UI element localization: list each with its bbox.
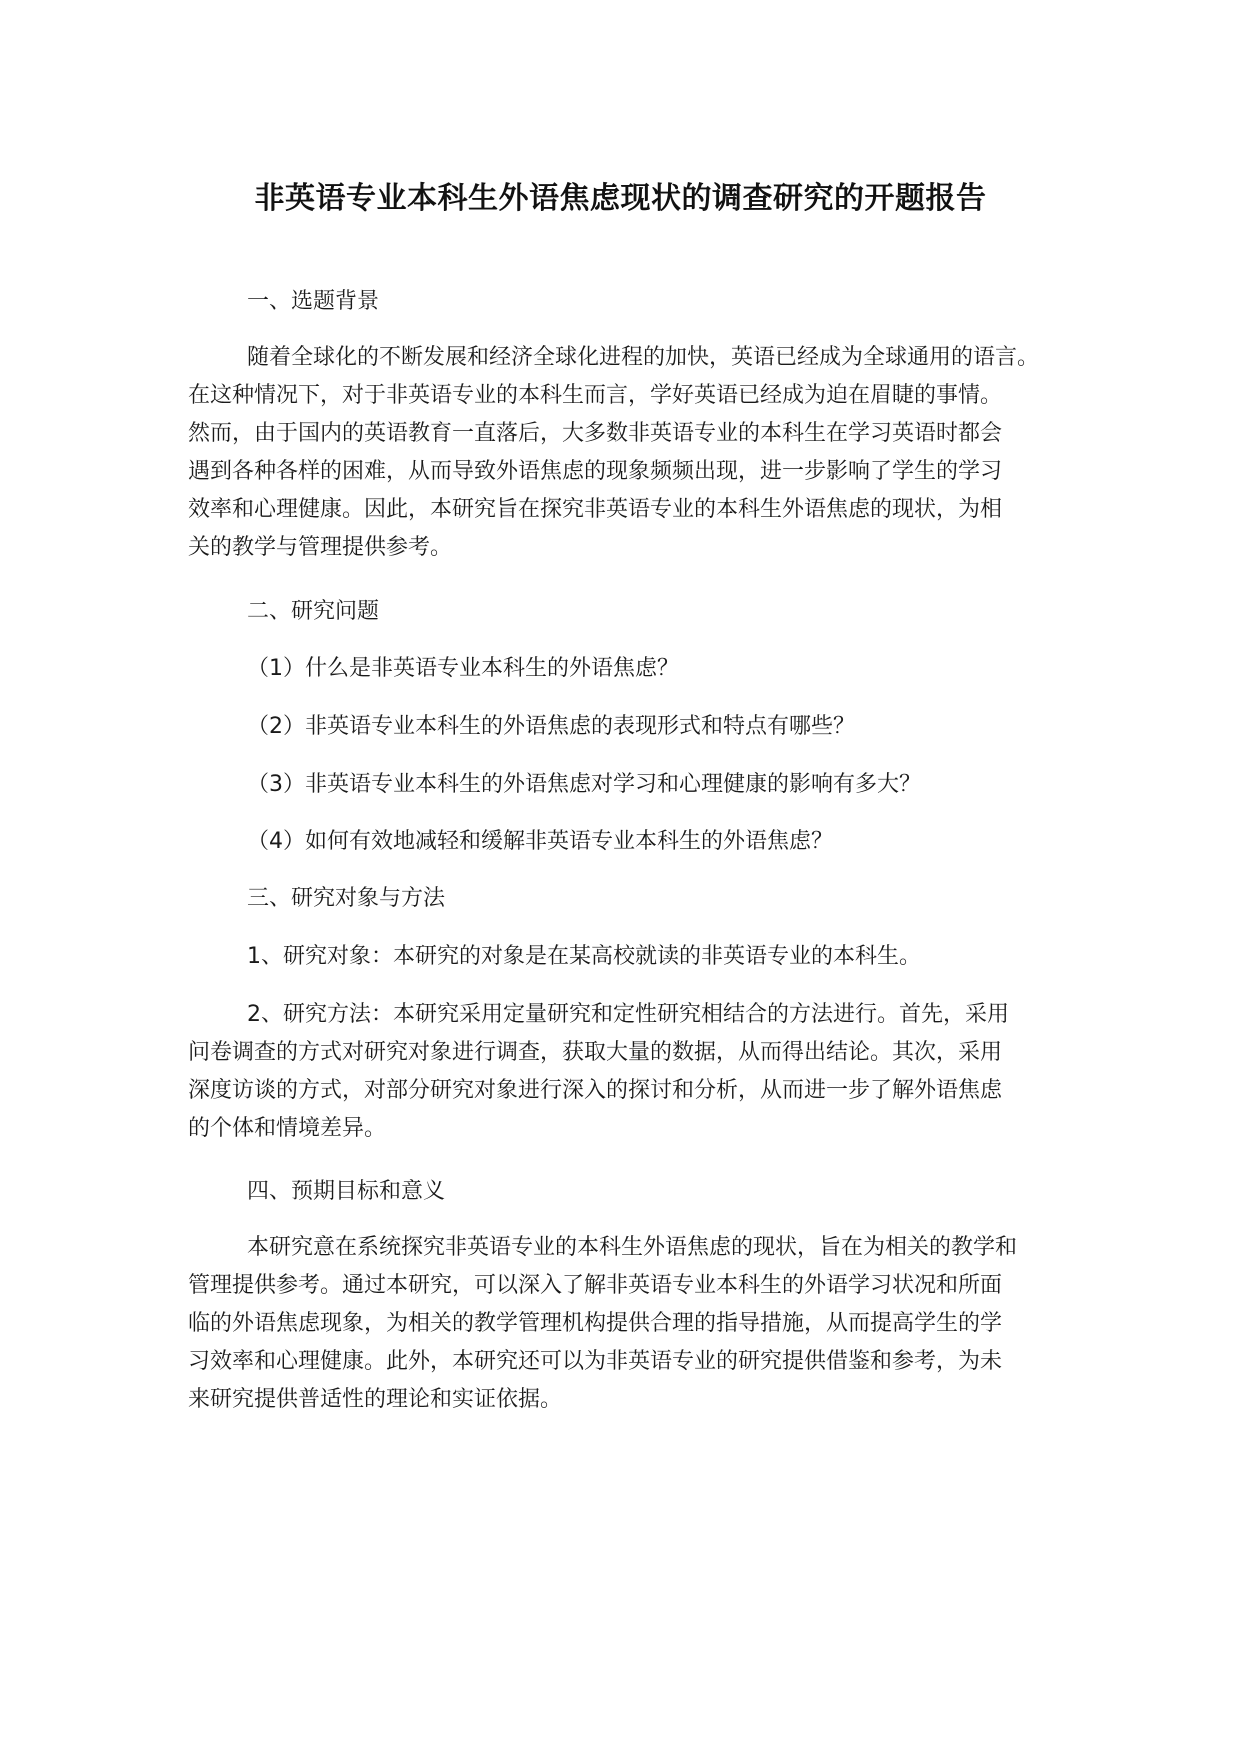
section-heading-goals: 四、预期目标和意义: [247, 1179, 446, 1204]
research-method-line: 的个体和情境差异。: [188, 1116, 387, 1141]
section-heading-questions: 二、研究问题: [247, 599, 380, 624]
background-paragraph-line: 然而，由于国内的英语教育一直落后，大多数非英语专业的本科生在学习英语时都会: [188, 421, 1003, 446]
goals-paragraph-line: 本研究意在系统探究非英语专业的本科生外语焦虑的现状，旨在为相关的教学和: [247, 1235, 1018, 1260]
goals-paragraph-line: 来研究提供普适性的理论和实证依据。: [188, 1387, 563, 1412]
research-subject-text: 1、研究对象：本研究的对象是在某高校就读的非英语专业的本科生。: [247, 944, 921, 969]
background-paragraph-line: 随着全球化的不断发展和经济全球化进程的加快，英语已经成为全球通用的语言。: [247, 345, 1040, 370]
background-paragraph-line: 关的教学与管理提供参考。: [188, 535, 453, 560]
research-method-line: 2、研究方法：本研究采用定量研究和定性研究相结合的方法进行。首先，采用: [247, 1002, 1009, 1027]
research-question-item: （4）如何有效地减轻和缓解非英语专业本科生的外语焦虑？: [247, 829, 833, 854]
section-heading-methods: 三、研究对象与方法: [247, 886, 446, 911]
goals-paragraph-line: 习效率和心理健康。此外，本研究还可以为非英语专业的研究提供借鉴和参考，为未: [188, 1349, 1003, 1374]
goals-paragraph-line: 临的外语焦虑现象，为相关的教学管理机构提供合理的指导措施，从而提高学生的学: [188, 1311, 1003, 1336]
research-question-item: （1）什么是非英语专业本科生的外语焦虑？: [247, 656, 679, 681]
document-title: 非英语专业本科生外语焦虑现状的调查研究的开题报告: [254, 181, 987, 216]
section-heading-background: 一、选题背景: [247, 289, 380, 314]
goals-paragraph-line: 管理提供参考。通过本研究，可以深入了解非英语专业本科生的外语学习状况和所面: [188, 1273, 1003, 1298]
research-method-line: 深度访谈的方式，对部分研究对象进行深入的探讨和分析，从而进一步了解外语焦虑: [188, 1078, 1003, 1103]
background-paragraph-line: 遇到各种各样的困难，从而导致外语焦虑的现象频频出现，进一步影响了学生的学习: [188, 459, 1003, 484]
background-paragraph-line: 效率和心理健康。因此，本研究旨在探究非英语专业的本科生外语焦虑的现状，为相: [188, 497, 1003, 522]
background-paragraph-line: 在这种情况下，对于非英语专业的本科生而言，学好英语已经成为迫在眉睫的事情。: [188, 383, 1003, 408]
research-question-item: （2）非英语专业本科生的外语焦虑的表现形式和特点有哪些？: [247, 714, 855, 739]
research-question-item: （3）非英语专业本科生的外语焦虑对学习和心理健康的影响有多大？: [247, 772, 921, 797]
research-method-line: 问卷调查的方式对研究对象进行调查，获取大量的数据，从而得出结论。其次，采用: [188, 1040, 1003, 1065]
